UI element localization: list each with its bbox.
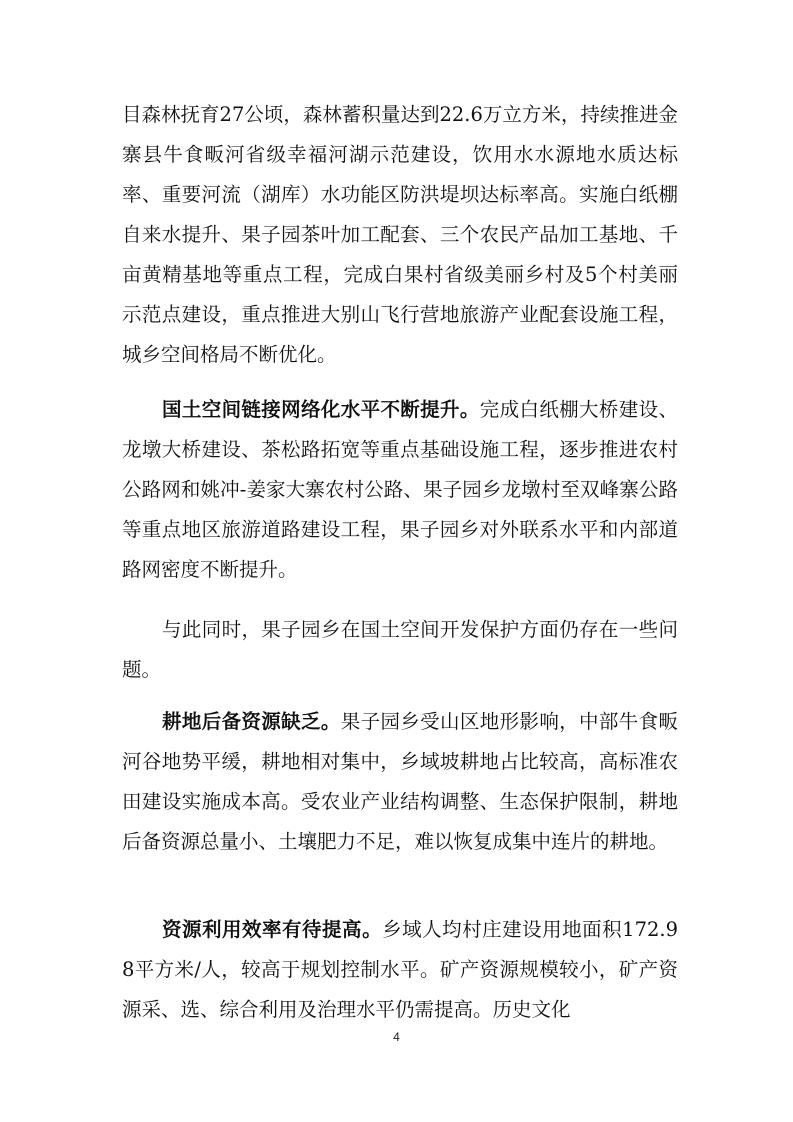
- paragraph-problems-intro: [122, 610, 678, 690]
- paragraph-text: 果子园乡受山区地形影响，中部牛食畈河谷地势平缓，耕地相对集中，乡域坡耕地占比较高，高标准农田建设实施成本高。受农业产业结构调整、生态保护限制，耕地后备资源总量小、土壤肥力不足，难以恢复成集中连片的耕地。: [122, 710, 678, 853]
- paragraph-heading: 资源利用效率有待提高。: [162, 918, 383, 941]
- paragraph-resource-efficiency: [122, 910, 678, 1030]
- paragraph-text: 乡域人均村庄建设用地面积172.98平方米/人，较高于规划控制水平。矿产资源规模较小，矿产资源采、选、综合利用及治理水平仍需提高。历史文化: [122, 918, 678, 1021]
- page-number: 4: [393, 1030, 400, 1044]
- paragraph-forest-and-rural: [122, 95, 678, 375]
- paragraph-farmland-reserve: [122, 702, 678, 862]
- paragraph-text: 完成白纸棚大桥建设、龙墩大桥建设、茶松路拓宽等重点基础设施工程，逐步推进农村公路网和姚冲-姜家大寨农村公路、果子园乡龙墩村至双峰寨公路等重点地区旅游道路建设工程，果子园乡对外联系水平和内部道路网密度不断提升。: [122, 398, 678, 581]
- paragraph-text: 与此同时，果子园乡在国土空间开发保护方面仍存在一些问题。: [122, 618, 678, 681]
- paragraph-text: 目森林抚育27公顷，森林蓄积量达到22.6万立方米，持续推进金寨县牛食畈河省级幸福河湖示范建设，饮用水水源地水质达标率、重要河流（湖库）水功能区防洪堤坝达标率高。实施白纸棚自来水提升、果子园茶叶加工配套、三个农民产品加工基地、千亩黄精基地等重点工程，完成白果村省级美丽乡村及5个村美丽示范点建设，重点推进大别山飞行营地旅游产业配套设施工程，城乡空间格局不断优化。: [122, 103, 678, 366]
- paragraph-heading: 耕地后备资源缺乏。: [162, 710, 341, 733]
- paragraph-heading: 国土空间链接网络化水平不断提升。: [162, 398, 480, 421]
- paragraph-road-network: [122, 390, 678, 590]
